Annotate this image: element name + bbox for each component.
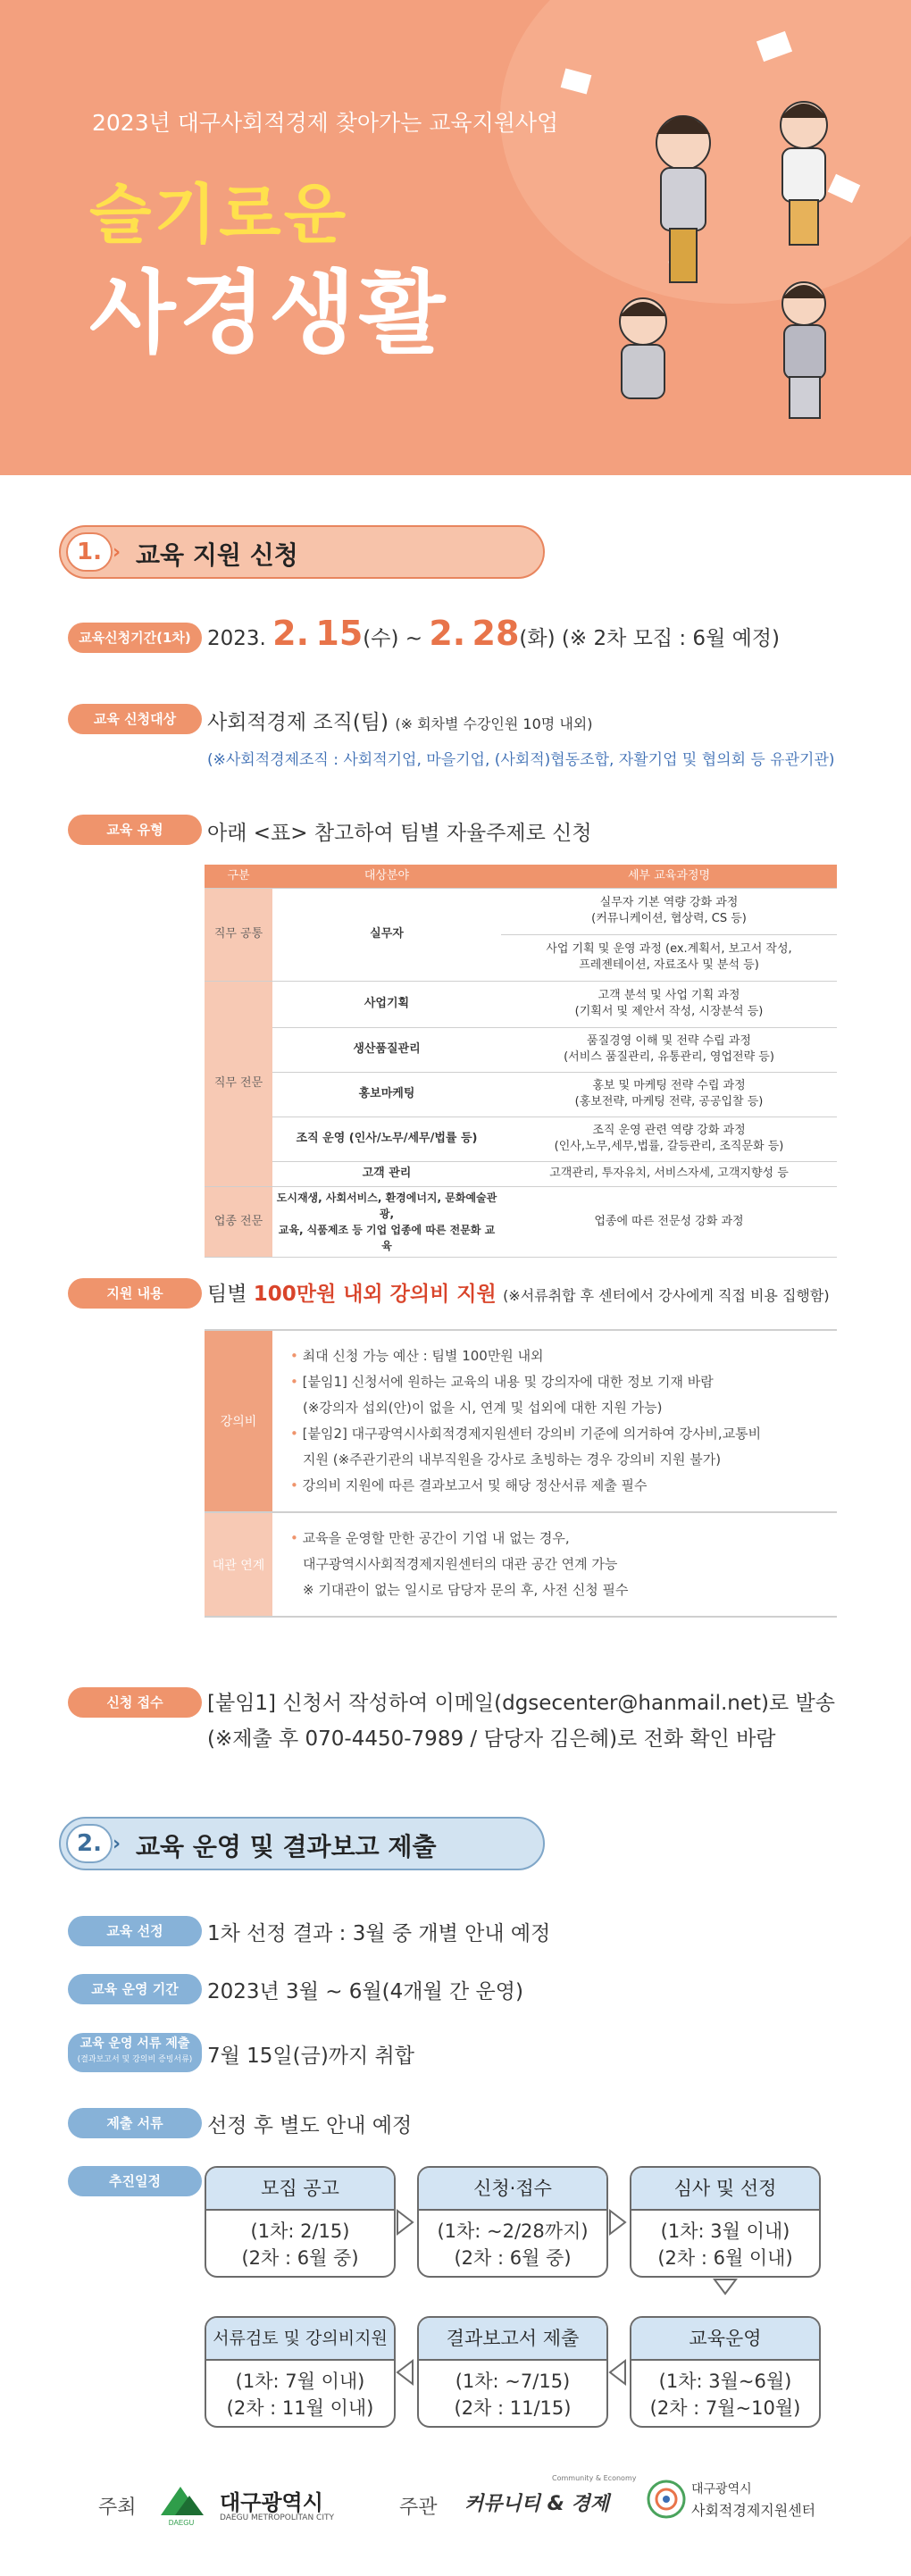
- list-item: • [붙임1] 신청서에 원하는 교육의 내용 및 강의자에 대한 정보 기재 바람: [290, 1369, 837, 1395]
- host-name-en: DAEGU METROPOLITAN CITY: [220, 2513, 334, 2522]
- list-item: (※강의자 섭외(안)이 없을 시, 연계 및 섭외에 대한 지원 가능): [303, 1400, 663, 1416]
- target-text: 사회적경제 조직(팀) (※ 회차별 수강인원 10명 내외): [207, 711, 593, 734]
- label-selection: 교육 선정: [68, 1916, 202, 1946]
- target-note: (※사회적경제조직 : 사회적기업, 마을기업, (사회적)협동조합, 자활기업 및 협의회 등 유관기관): [207, 751, 835, 769]
- svg-text:DAEGU: DAEGU: [168, 2519, 195, 2527]
- operation-period-text: 2023년 3월 ~ 6월(4개월 간 운영): [207, 1980, 523, 2003]
- step-review: 심사 및 선정 (1차: 3월 이내) (2차 : 6월 이내): [630, 2166, 821, 2278]
- support-center-logo-icon: [645, 2478, 688, 2521]
- label-target: 교육 신청대상: [68, 704, 202, 734]
- lecture-fee-list: [290, 1331, 837, 1511]
- org1-logo: 커뮤니티 & 경제: [464, 2493, 610, 2515]
- hero-subtitle: 2023년 대구사회적경제 찾아가는 교육지원사업: [92, 110, 559, 136]
- table-row: 사업 기획 및 운영 과정 (ex.계획서, 보고서 작성, 프레젠테이션, 자료조사 및 분석 등): [205, 934, 837, 981]
- table-header: 대상분야: [272, 865, 501, 888]
- step-report: 결과보고서 제출 (1차: ~7/15) (2차 : 11/15): [417, 2316, 608, 2428]
- table-header: 구분: [205, 865, 272, 888]
- table-row: 고객 관리 고객관리, 투자유치, 서비스자세, 고객지향성 등: [205, 1161, 837, 1186]
- table-row: 홍보마케팅 홍보 및 마케팅 전략 수립 과정 (홍보전략, 마케팅 전략, 공공입찰 등): [205, 1072, 837, 1117]
- hero-title-line2: 사경생활: [89, 261, 449, 365]
- section-title: 교육 지원 신청: [136, 540, 298, 570]
- table-header: 세부 교육과정명: [501, 865, 837, 888]
- org2-line2: 사회적경제지원센터: [691, 2502, 816, 2519]
- arrow-left-icon: [397, 2361, 413, 2384]
- section-title: 교육 운영 및 결과보고 제출: [136, 1832, 437, 1861]
- table-row: 생산품질관리 품질경영 이해 및 전략 수립 과정 (서비스 품질관리, 유통관리, 영업전략 등): [205, 1027, 837, 1072]
- host-label: 주최: [98, 2497, 137, 2519]
- section-1-header: [59, 525, 545, 579]
- section-number: 1.: [66, 532, 113, 572]
- step-apply: 신청·접수 (1차: ~2/28까지) (2차 : 6월 중): [417, 2166, 608, 2278]
- host-name: 대구광역시: [220, 2490, 323, 2515]
- rental-label: 대관 연계: [205, 1513, 272, 1616]
- list-item: • 강의비 지원에 따른 결과보고서 및 해당 정산서류 제출 필수: [290, 1473, 837, 1499]
- list-item: • 최대 신청 가능 예산 : 팀별 100만원 내외: [290, 1343, 837, 1369]
- doc-submission-text: 7월 15일(금)까지 취합: [207, 2045, 414, 2068]
- table-row: 직무 전문 사업기획 고객 분석 및 사업 기획 과정 (기획서 및 제안서 작성, 시장분석 등): [205, 981, 837, 1027]
- lecture-fee-row: [205, 1331, 837, 1513]
- selection-text: 1차 선정 결과 : 3월 중 개별 안내 예정: [207, 1922, 551, 1945]
- application-period-text: 2023. 2. 15(수) ~ 2. 28(화) (※ 2차 모집 : 6월 예정): [207, 614, 781, 653]
- section-number: 2.: [66, 1824, 113, 1863]
- apply-line1: [붙임1] 신청서 작성하여 이메일(dgsecenter@hanmail.net)로 발송: [207, 1692, 835, 1715]
- step-education: 교육운영 (1차: 3월~6월) (2차 : 7월~10월): [630, 2316, 821, 2428]
- list-item: • [붙임2] 대구광역시사회적경제지원센터 강의비 기준에 의거하여 강사비,교통비: [290, 1421, 837, 1447]
- office-workers-illustration: [536, 18, 893, 429]
- org1-caption: Community & Economy: [552, 2474, 637, 2482]
- label-support: 지원 내용: [68, 1278, 202, 1309]
- chevron-right-icon: ›: [113, 541, 121, 564]
- label-education-type: 교육 유형: [68, 815, 202, 845]
- table-row: 업종 전문 도시재생, 사회서비스, 환경에너지, 문화예술관광, 교육, 식품제조 등 기업 업종에 따른 전문화 교육 업종에 따른 전문성 강화 과정: [205, 1186, 837, 1257]
- table-row: 직무 공통 실무자 실무자 기본 역량 강화 과정 (커뮤니케이션, 협상력, CS 등): [205, 888, 837, 934]
- label-apply: 신청 접수: [68, 1687, 202, 1718]
- lecture-fee-label: 강의비: [205, 1331, 272, 1511]
- hero-banner: [0, 0, 911, 475]
- education-type-text: 아래 <표> 참고하여 팀별 자율주제로 신청: [207, 822, 592, 845]
- label-doc-submission: 교육 운영 서류 제출 (결과보고서 및 강의비 증빙서류): [68, 2033, 202, 2072]
- list-item: 지원 (※주관기관의 내부직원을 강사로 초빙하는 경우 강의비 지원 불가): [303, 1451, 722, 1468]
- table-header-row: [205, 865, 837, 888]
- arrow-right-icon: [397, 2211, 413, 2234]
- label-submit-docs: 제출 서류: [68, 2108, 202, 2138]
- org2-line1: 대구광역시: [691, 2482, 752, 2497]
- label-operation-period: 교육 운영 기간: [68, 1974, 202, 2004]
- list-item: 대구광역시사회적경제지원센터의 대관 공간 연계 가능: [303, 1556, 618, 1572]
- organizer-label: 주관: [399, 2497, 438, 2519]
- submit-docs-text: 선정 후 별도 안내 예정: [207, 2114, 413, 2137]
- daegu-logo-icon: [154, 2483, 209, 2528]
- table-row: 조직 운영 (인사/노무/세무/법률 등) 조직 운영 관련 역량 강화 과정 (인사,노무,세무,법률, 갈등관리, 조직문화 등): [205, 1117, 837, 1161]
- arrow-left-icon: [610, 2361, 625, 2384]
- rental-list: [290, 1513, 837, 1616]
- hero-title-line1: 슬기로운: [89, 177, 349, 252]
- arrow-right-icon: [610, 2211, 625, 2234]
- label-application-period: 교육신청기간(1차): [68, 623, 202, 653]
- rental-row: [205, 1513, 837, 1618]
- chevron-right-icon: ›: [113, 1833, 121, 1855]
- list-item: ※ 기대관이 없는 일시로 담당자 문의 후, 사전 신청 필수: [303, 1582, 629, 1598]
- step-recruit: 모집 공고 (1차: 2/15) (2차 : 6월 중): [205, 2166, 396, 2278]
- support-text: 팀별 100만원 내외 강의비 지원 (※서류취합 후 센터에서 강사에게 직접 비용 집행함): [207, 1283, 830, 1306]
- list-item: • 교육을 운영할 만한 공간이 기업 내 없는 경우,: [290, 1526, 837, 1551]
- arrow-down-icon: [715, 2279, 736, 2294]
- section-2-header: [59, 1817, 545, 1870]
- support-details-box: [205, 1329, 837, 1618]
- step-doc-review: 서류검토 및 강의비지원 (1차: 7월 이내) (2차 : 11월 이내): [205, 2316, 396, 2428]
- curriculum-table: [205, 865, 837, 1258]
- label-schedule: 추진일정: [68, 2166, 202, 2196]
- apply-line2: (※제출 후 070-4450-7989 / 담당자 김은혜)로 전화 확인 바람: [207, 1727, 776, 1751]
